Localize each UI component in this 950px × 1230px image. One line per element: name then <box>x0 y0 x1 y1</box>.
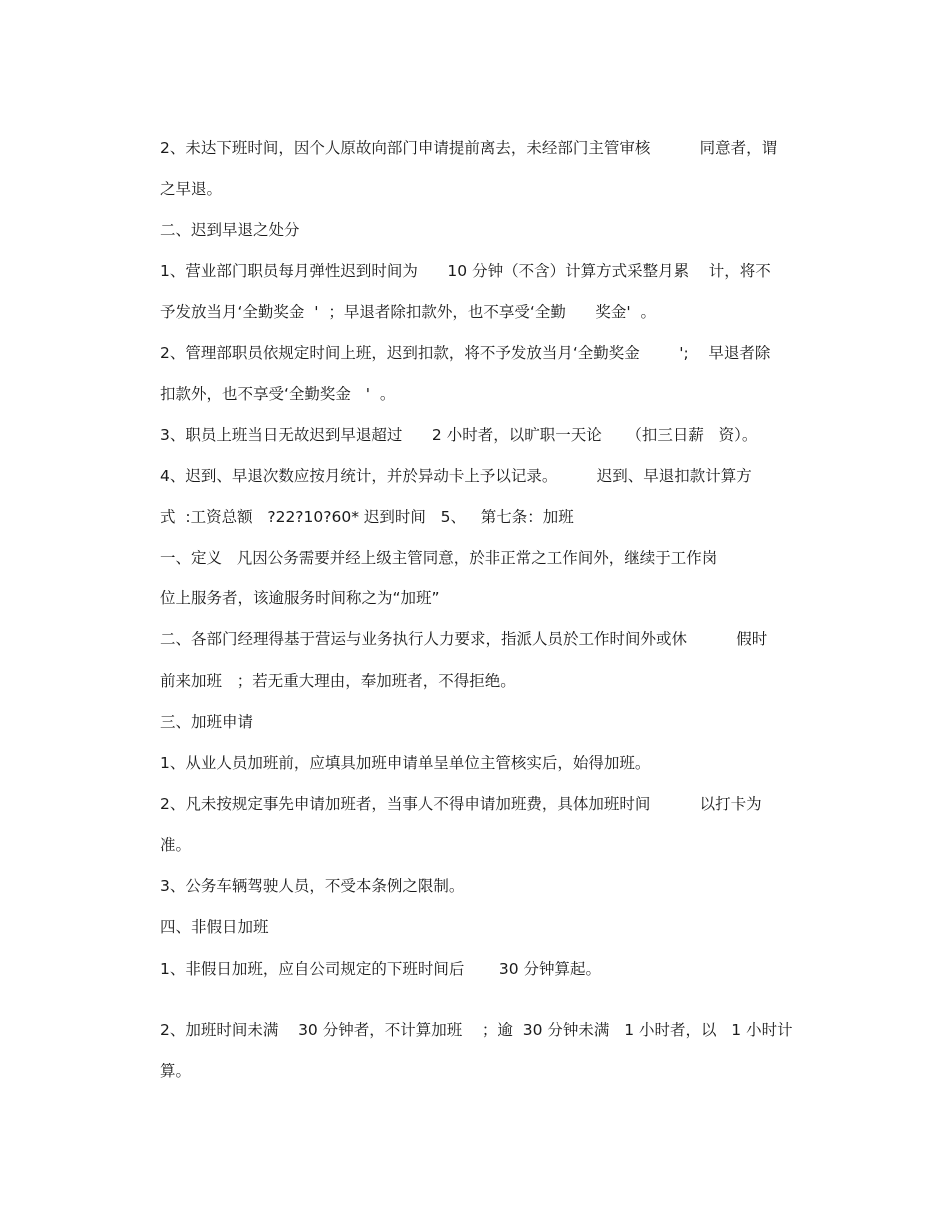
text-line: 1、从业人员加班前，应填具加班申请单呈单位主管核实后，始得加班。 <box>160 754 651 772</box>
text-line: 一、定义 凡因公务需要并经上级主管同意，於非正常之工作间外，继续于工作岗 <box>160 549 718 567</box>
text-line: 3、公务车辆驾驶人员，不受本条例之限制。 <box>160 877 465 895</box>
text-line: 二、各部门经理得基于营运与业务执行人力要求，指派人员於工作时间外或休 假时 <box>160 630 768 648</box>
section-heading: 四、非假日加班 <box>160 918 269 936</box>
text-line: 2、未达下班时间，因个人原故向部门申请提前离去，未经部门主管审核 同意者，谓 <box>160 139 778 157</box>
text-line: 准。 <box>160 836 192 854</box>
text-line: 3、职员上班当日无故迟到早退超过 2 小时者，以旷职一天论 （扣三日薪 资）。 <box>160 426 758 444</box>
section-heading: 二、迟到早退之处分 <box>160 221 300 239</box>
text-line: 算。 <box>160 1062 192 1080</box>
text-line: 前来加班 ；若无重大理由，奉加班者，不得拒绝。 <box>160 672 516 690</box>
text-line: 扣款外，也不享受‘全勤奖金 ' 。 <box>160 385 396 403</box>
text-line: 2、管理部职员依规定时间上班，迟到扣款，将不予发放当月‘全勤奖金 '; 早退者除 <box>160 344 771 362</box>
text-line: 1、非假日加班，应自公司规定的下班时间后 30 分钟算起。 <box>160 960 602 978</box>
text-line: 位上服务者，该逾服务时间称之为“加班” <box>160 589 440 607</box>
text-line: 式 :工资总额 ?22?10?60* 迟到时间 5、 第七条：加班 <box>160 508 574 526</box>
text-line: 2、加班时间未满 30 分钟者，不计算加班 ；逾 30 分钟未满 1 小时者，以 1 小时计 <box>160 1021 793 1039</box>
text-line: 1、营业部门职员每月弹性迟到时间为 10 分钟（不含）计算方式采整月累 计，将不 <box>160 262 771 280</box>
text-line: 予发放当月‘全勤奖金 ' ；早退者除扣款外，也不享受‘全勤 奖金' 。 <box>160 303 657 321</box>
section-heading: 三、加班申请 <box>160 713 254 731</box>
text-line: 4、迟到、早退次数应按月统计，并於异动卡上予以记录。 迟到、早退扣款计算方 <box>160 467 752 485</box>
text-line: 2、凡未按规定事先申请加班者，当事人不得申请加班费，具体加班时间 以打卡为 <box>160 795 762 813</box>
text-line: 之早退。 <box>160 180 223 198</box>
